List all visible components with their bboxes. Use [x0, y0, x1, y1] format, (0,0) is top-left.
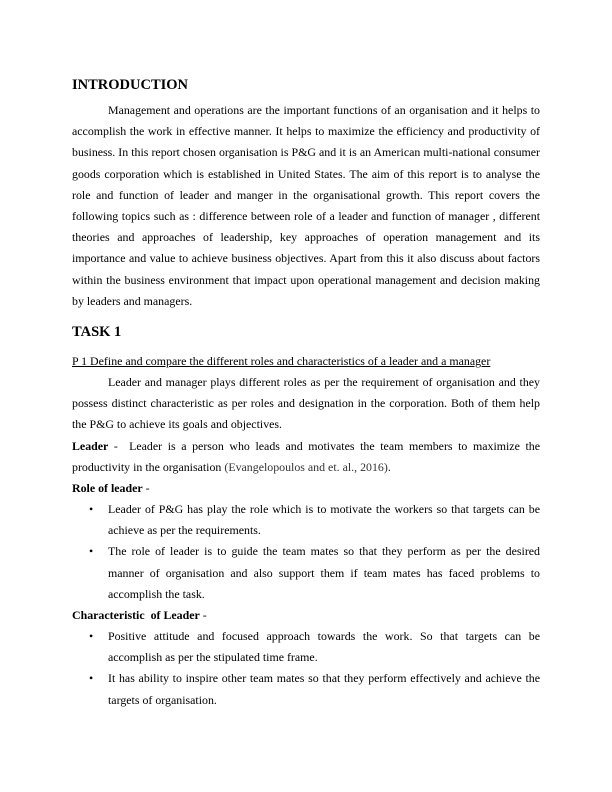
- bullet-icon: •: [89, 629, 94, 644]
- list-item: [72, 626, 540, 668]
- introduction-paragraph: Management and operations are the important functions of an organisation and it helps to accomplish the work in effective manner. It helps to maximize the efficiency and productivity of business. In this report chosen organisation is P&G and it is an American multi-national consumer goods corporation which is established in United States. The aim of this report is to analyse the role and function of leader and manger in the organisational growth. This report covers the following topics such as : difference between role of a leader and function of manager , different theories and approaches of leadership, key approaches of operation management and its importance and value to achieve business objectives. Apart from this it also discuss about factors within the business environment that impact upon operational management and decision making by leaders and managers.: [72, 103, 540, 308]
- leader-text: Leader is a person who leads and motivates the team members to maximize the productivity in the organisation: [72, 438, 540, 474]
- task1-paragraph: Leader and manager plays different roles as per the requirement of organisation and they possess distinct characteristic as per roles and designation in the corporation. Both of them help the P&G to achieve its goals and objectives.: [72, 375, 540, 432]
- characteristic-of-leader-title: [72, 605, 540, 626]
- characteristic-title-text: Characteristic of Leader: [72, 608, 200, 623]
- role-title-dash: -: [142, 481, 150, 496]
- leader-definition: [72, 436, 540, 478]
- bullet-icon: •: [89, 671, 94, 686]
- role-of-leader-title: [72, 478, 540, 499]
- leader-dash: -: [108, 438, 130, 453]
- role-title-text: Role of leader: [72, 481, 143, 496]
- bullet-icon: •: [89, 502, 94, 517]
- list-item-text: Leader of P&G has play the role which is to motivate the workers so that targets can be achieve as per the requirements.: [108, 502, 540, 538]
- task1-subheading: P 1 Define and compare the different roles and characteristics of a leader and a manager: [72, 354, 491, 369]
- list-item-text: Positive attitude and focused approach towards the work. So that targets can be accomplish as per the stipulated time frame.: [108, 629, 540, 665]
- leader-label: Leader: [72, 438, 109, 453]
- list-item: [72, 541, 540, 605]
- list-item: [72, 668, 540, 710]
- characteristic-list: [72, 626, 540, 711]
- leader-citation: (Evangelopoulos and et. al., 2016): [224, 459, 388, 474]
- list-item-text: It has ability to inspire other team mates so that they perform effectively and achieve the targets of organisation.: [108, 671, 540, 707]
- list-item: [72, 499, 540, 541]
- task1-heading: TASK 1: [72, 324, 122, 341]
- role-list: [72, 499, 540, 605]
- bullet-icon: •: [89, 544, 94, 559]
- characteristic-title-dash: -: [199, 608, 207, 623]
- document-page: [72, 76, 540, 711]
- introduction-heading: INTRODUCTION: [72, 77, 189, 93]
- leader-end: .: [387, 459, 391, 474]
- list-item-text: The role of leader is to guide the team mates so that they perform as per the desired manner of organisation and also support them if team mates has faced problems to accomplish the task.: [108, 544, 540, 601]
